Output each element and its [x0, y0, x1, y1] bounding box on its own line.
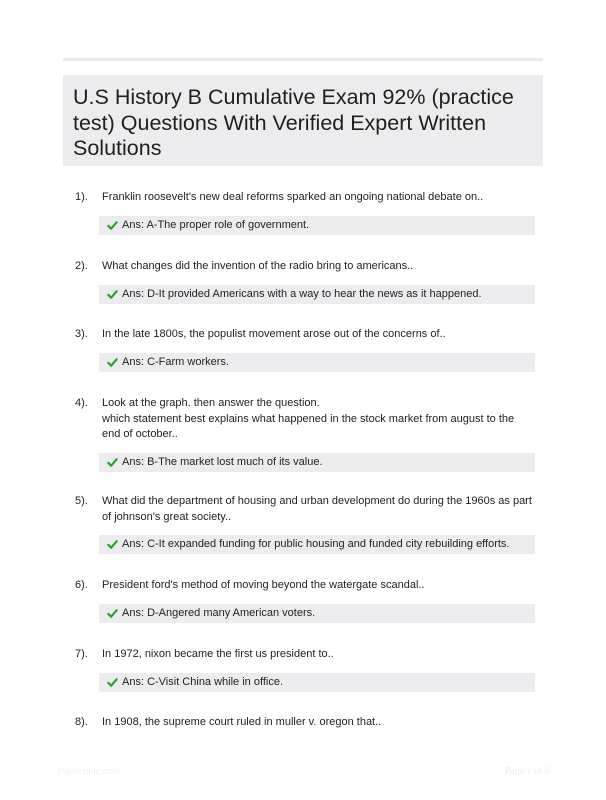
answer-box-4: [99, 453, 535, 472]
question-text: Look at the graph. then answer the question. which statement best explains what happened in the stock market from august to the end of october..: [102, 397, 515, 440]
question-8: [75, 715, 535, 731]
qa-item-5: [75, 494, 535, 554]
answer-text: Ans: B-The market lost much of its value.: [122, 455, 323, 468]
answer-text: Ans: D-It provided Americans with a way to hear the news as it happened.: [122, 287, 482, 300]
question-2: [75, 259, 535, 275]
check-icon: [107, 220, 118, 231]
check-icon: [107, 457, 118, 468]
question-number: 3).: [75, 328, 88, 340]
page-indicator: Page 1 of 6: [504, 766, 550, 777]
question-text: Franklin roosevelt's new deal reforms sparked an ongoing national debate on..: [102, 191, 484, 203]
question-number: 1).: [75, 191, 88, 203]
answer-text: Ans: A-The proper role of government.: [122, 218, 310, 231]
qa-item-6: [75, 578, 535, 623]
qa-item-8: [75, 715, 535, 731]
answer-text: Ans: C-Farm workers.: [122, 355, 229, 368]
qa-item-7: [75, 647, 535, 692]
question-text: President ford's method of moving beyond the watergate scandal..: [102, 579, 425, 591]
question-number: 6).: [75, 579, 88, 591]
answer-text: Ans: C-Visit China while in office.: [122, 675, 283, 688]
question-text: What changes did the invention of the radio bring to americans..: [102, 260, 414, 272]
question-number: 8).: [75, 716, 88, 728]
qa-item-2: [75, 259, 535, 304]
question-text: In 1908, the supreme court ruled in muller v. oregon that..: [102, 716, 382, 728]
check-icon: [107, 357, 118, 368]
question-number: 7).: [75, 648, 88, 660]
question-1: [75, 190, 535, 206]
answer-box-3: [99, 353, 535, 372]
answer-box-7: [99, 673, 535, 692]
answer-text: Ans: D-Angered many American voters.: [122, 606, 316, 619]
qa-item-4: [75, 396, 535, 472]
check-icon: [107, 608, 118, 619]
question-6: [75, 578, 535, 594]
question-text: In the late 1800s, the populist movement arose out of the concerns of..: [102, 328, 446, 340]
answer-box-5: [99, 535, 535, 554]
question-3: [75, 327, 535, 343]
answer-box-6: [99, 604, 535, 623]
document-title: U.S History B Cumulative Exam 92% (practice test) Questions With Verified Expert Written Solutions: [73, 85, 514, 160]
top-divider: [63, 58, 543, 61]
question-5: [75, 494, 535, 525]
check-icon: [107, 539, 118, 550]
answer-text: Ans: C-It expanded funding for public housing and funded city rebuilding efforts.: [122, 538, 510, 550]
title-banner: [63, 75, 543, 166]
footer-watermark: Papersibic.com: [58, 766, 120, 776]
question-number: 4).: [75, 397, 88, 409]
check-icon: [107, 289, 118, 300]
answer-box-1: [99, 216, 535, 235]
qa-item-3: [75, 327, 535, 372]
question-text: In 1972, nixon became the first us president to..: [102, 648, 334, 660]
question-number: 2).: [75, 260, 88, 272]
answer-box-2: [99, 285, 535, 304]
question-4: [75, 396, 535, 443]
question-7: [75, 647, 535, 663]
check-icon: [107, 677, 118, 688]
question-text: What did the department of housing and urban development do during the 1960s as part of johnson's great society..: [102, 495, 532, 523]
question-number: 5).: [75, 495, 88, 507]
qa-item-1: [75, 190, 535, 235]
